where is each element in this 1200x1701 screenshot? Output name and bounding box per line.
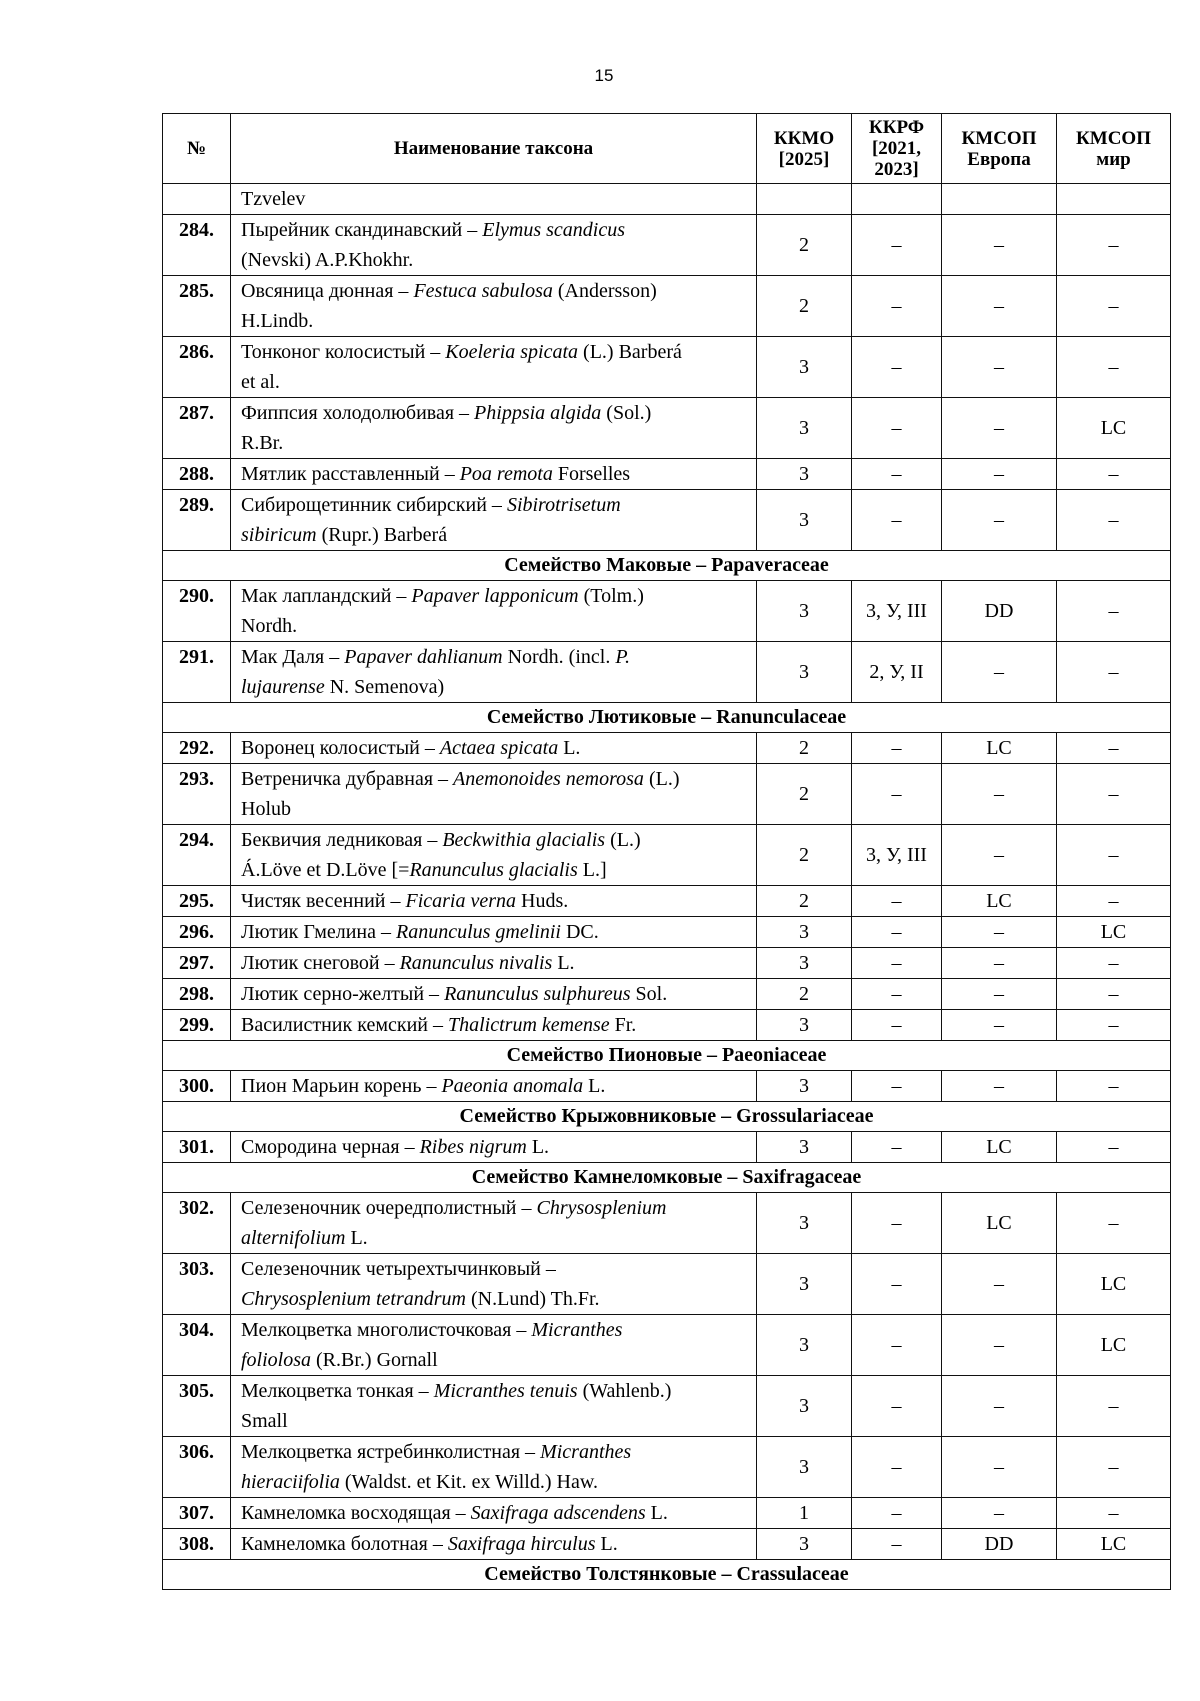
row-number: 288. xyxy=(163,459,231,490)
kmsop-europe-status: LC xyxy=(942,886,1057,917)
kkrf-status: 3, У, III xyxy=(852,581,942,642)
taxon-name xyxy=(231,825,757,886)
kmsop-world-status: – xyxy=(1057,764,1171,825)
kmsop-world-status: LC xyxy=(1057,917,1171,948)
kmsop-world-status: – xyxy=(1057,337,1171,398)
row-number: 287. xyxy=(163,398,231,459)
kmsop-europe-status: – xyxy=(942,825,1057,886)
kmsop-world-status: LC xyxy=(1057,1254,1171,1315)
taxon-name xyxy=(231,979,757,1010)
kkmo-status: 2 xyxy=(757,215,852,276)
name-text: Сибирощетинник сибирский – xyxy=(241,494,507,516)
kmsop-europe-status: – xyxy=(942,1071,1057,1102)
kkrf-status: 2, У, II xyxy=(852,642,942,703)
kkrf-status: – xyxy=(852,1529,942,1560)
name-text: (Andersson) xyxy=(552,280,657,302)
taxon-name xyxy=(231,1071,757,1102)
taxon-name xyxy=(231,398,757,459)
name-text: Sol. xyxy=(630,983,668,1005)
species-name: Elymus scandicus xyxy=(482,219,626,241)
kmsop-europe-status: – xyxy=(942,1498,1057,1529)
kmsop-europe-status: – xyxy=(942,642,1057,703)
species-name: Poa remota xyxy=(459,463,553,485)
taxon-name xyxy=(231,1254,757,1315)
taxon-name xyxy=(231,581,757,642)
kkmo-status: 3 xyxy=(757,1529,852,1560)
kmsop-europe-status: – xyxy=(942,490,1057,551)
kkrf-status: – xyxy=(852,337,942,398)
kmsop-world-status: – xyxy=(1057,1010,1171,1041)
kkmo-status: 2 xyxy=(757,276,852,337)
row-number: 303. xyxy=(163,1254,231,1315)
kkrf-status: – xyxy=(852,948,942,979)
kkmo-status: 3 xyxy=(757,1071,852,1102)
row-number: 298. xyxy=(163,979,231,1010)
row-number: 285. xyxy=(163,276,231,337)
kkmo-status: 3 xyxy=(757,1254,852,1315)
header-num: № xyxy=(163,114,231,184)
kkrf-status: – xyxy=(852,1437,942,1498)
name-text: Беквичия ледниковая – xyxy=(241,829,443,851)
row-number: 300. xyxy=(163,1071,231,1102)
name-text: (L.) xyxy=(605,829,641,851)
kmsop-world-status: LC xyxy=(1057,398,1171,459)
family-row xyxy=(163,1041,1171,1071)
kmsop-world-status: – xyxy=(1057,886,1171,917)
species-name: Micranthes xyxy=(531,1319,623,1341)
row-number: 296. xyxy=(163,917,231,948)
species-name: Anemonoides nemorosa xyxy=(453,768,644,790)
name-text: L.] xyxy=(577,859,607,881)
table-row xyxy=(163,337,1171,398)
row-number: 304. xyxy=(163,1315,231,1376)
kkmo-status: 1 xyxy=(757,1498,852,1529)
header-kkrf: ККРФ [2021, 2023] xyxy=(852,114,942,184)
species-name: Ribes nigrum xyxy=(419,1136,527,1158)
kmsop-europe-status: DD xyxy=(942,1529,1057,1560)
kmsop-europe-status: – xyxy=(942,1315,1057,1376)
name-text: Смородина черная – xyxy=(241,1136,420,1158)
taxon-name xyxy=(231,1376,757,1437)
table-row xyxy=(163,215,1171,276)
taxon-name xyxy=(231,1010,757,1041)
table-row xyxy=(163,1193,1171,1254)
species-name: Ranunculus sulphureus xyxy=(444,983,631,1005)
name-text: et al. xyxy=(241,371,280,393)
kkmo-status: 3 xyxy=(757,1376,852,1437)
name-text: Nordh. xyxy=(241,615,298,637)
table-row xyxy=(163,581,1171,642)
kkrf-status: – xyxy=(852,917,942,948)
kmsop-world-status xyxy=(1057,184,1171,215)
row-number: 301. xyxy=(163,1132,231,1163)
name-text: Селезеночник очередполистный – xyxy=(241,1197,537,1219)
taxon-name xyxy=(231,733,757,764)
kkmo-status: 3 xyxy=(757,948,852,979)
kmsop-europe-status: – xyxy=(942,459,1057,490)
name-text: Пырейник скандинавский – xyxy=(241,219,483,241)
name-text: Пион Марьин корень – xyxy=(241,1075,442,1097)
kmsop-world-status: LC xyxy=(1057,1529,1171,1560)
species-name: Koeleria spicata xyxy=(445,341,579,363)
family-heading: Семейство Камнеломковые – Saxifragaceae xyxy=(163,1163,1171,1193)
name-text: N. Semenova) xyxy=(324,676,445,698)
kkrf-status: 3, У, III xyxy=(852,825,942,886)
name-text: Ветреничка дубравная – xyxy=(241,768,454,790)
species-name: Actaea spicata xyxy=(439,737,559,759)
kmsop-world-status: – xyxy=(1057,1437,1171,1498)
taxon-name xyxy=(231,459,757,490)
kkrf-status: – xyxy=(852,215,942,276)
name-text: (Tolm.) xyxy=(578,585,644,607)
row-number: 294. xyxy=(163,825,231,886)
name-text: (R.Br.) Gornall xyxy=(311,1349,438,1371)
kmsop-europe-status: – xyxy=(942,215,1057,276)
kkmo-status: 2 xyxy=(757,764,852,825)
table-row xyxy=(163,764,1171,825)
species-name: Chrysosplenium tetrandrum xyxy=(241,1288,466,1310)
taxon-name xyxy=(231,337,757,398)
name-text: Holub xyxy=(241,798,291,820)
name-text: (Wahlenb.) xyxy=(577,1380,672,1402)
taxon-name xyxy=(231,642,757,703)
family-row xyxy=(163,1102,1171,1132)
row-number: 306. xyxy=(163,1437,231,1498)
name-text: L. xyxy=(645,1502,668,1524)
kkmo-status: 2 xyxy=(757,886,852,917)
kmsop-world-status: – xyxy=(1057,1193,1171,1254)
kmsop-world-status: – xyxy=(1057,581,1171,642)
table-row xyxy=(163,1254,1171,1315)
taxon-name xyxy=(231,1132,757,1163)
family-heading: Семейство Пионовые – Paeoniaceae xyxy=(163,1041,1171,1071)
kkmo-status: 3 xyxy=(757,642,852,703)
species-name: Ranunculus gmelinii xyxy=(396,921,561,943)
taxon-name xyxy=(231,1498,757,1529)
kkrf-status: – xyxy=(852,979,942,1010)
table-row xyxy=(163,886,1171,917)
kmsop-world-status: – xyxy=(1057,948,1171,979)
kmsop-europe-status: – xyxy=(942,917,1057,948)
name-text: R.Br. xyxy=(241,432,284,454)
kmsop-europe-status: DD xyxy=(942,581,1057,642)
kkmo-status: 2 xyxy=(757,733,852,764)
kmsop-europe-status: – xyxy=(942,337,1057,398)
kmsop-world-status: – xyxy=(1057,1132,1171,1163)
table-body xyxy=(163,184,1171,1590)
species-name: Micranthes xyxy=(540,1441,632,1463)
kmsop-world-status: – xyxy=(1057,1498,1171,1529)
family-row xyxy=(163,1163,1171,1193)
header-kkmo: ККМО [2025] xyxy=(757,114,852,184)
taxon-name xyxy=(231,215,757,276)
row-number: 284. xyxy=(163,215,231,276)
taxon-name xyxy=(231,886,757,917)
family-row xyxy=(163,551,1171,581)
kmsop-world-status: – xyxy=(1057,459,1171,490)
table-row xyxy=(163,948,1171,979)
species-name: sibiricum xyxy=(241,524,317,546)
name-text: Лютик серно-желтый – xyxy=(241,983,445,1005)
species-name: Papaver dahlianum xyxy=(344,646,503,668)
taxon-name xyxy=(231,184,757,215)
kkrf-status: – xyxy=(852,1254,942,1315)
kkrf-status: – xyxy=(852,1193,942,1254)
name-text: Мелкоцветка тонкая – xyxy=(241,1380,434,1402)
kmsop-europe-status: – xyxy=(942,1376,1057,1437)
name-text: Камнеломка восходящая – xyxy=(241,1502,471,1524)
species-name: Paeonia anomala xyxy=(441,1075,584,1097)
kkmo-status: 3 xyxy=(757,1193,852,1254)
table-row xyxy=(163,276,1171,337)
table-row xyxy=(163,642,1171,703)
row-number: 293. xyxy=(163,764,231,825)
species-name: Ficaria verna xyxy=(405,890,517,912)
table-header xyxy=(163,114,1171,184)
kmsop-world-status: LC xyxy=(1057,1315,1171,1376)
kkmo-status: 3 xyxy=(757,917,852,948)
kmsop-europe-status: – xyxy=(942,276,1057,337)
family-row xyxy=(163,1560,1171,1590)
name-text: H.Lindb. xyxy=(241,310,314,332)
family-heading: Семейство Толстянковые – Crassulaceae xyxy=(163,1560,1171,1590)
table-row xyxy=(163,1071,1171,1102)
name-text: (N.Lund) Th.Fr. xyxy=(466,1288,600,1310)
name-text: DC. xyxy=(560,921,599,943)
name-text: Huds. xyxy=(516,890,569,912)
kmsop-world-status: – xyxy=(1057,490,1171,551)
kkmo-status: 2 xyxy=(757,825,852,886)
table-row xyxy=(163,398,1171,459)
kmsop-world-status: – xyxy=(1057,215,1171,276)
row-number: 305. xyxy=(163,1376,231,1437)
name-text: L. xyxy=(526,1136,550,1158)
kmsop-europe-status: – xyxy=(942,948,1057,979)
family-heading: Семейство Маковые – Papaveraceae xyxy=(163,551,1171,581)
kkrf-status: – xyxy=(852,1132,942,1163)
kmsop-europe-status: – xyxy=(942,1437,1057,1498)
kmsop-world-status: – xyxy=(1057,979,1171,1010)
name-text: L. xyxy=(552,952,575,974)
table-row xyxy=(163,979,1171,1010)
kkrf-status xyxy=(852,184,942,215)
name-text: Овсяница дюнная – xyxy=(241,280,414,302)
taxon-name xyxy=(231,1315,757,1376)
table-row xyxy=(163,490,1171,551)
name-text: Fr. xyxy=(609,1014,637,1036)
name-text: Лютик снеговой – xyxy=(241,952,400,974)
name-text: Камнеломка болотная – xyxy=(241,1533,448,1555)
kkmo-status: 3 xyxy=(757,1315,852,1376)
species-name: Saxifraga hirculus xyxy=(447,1533,596,1555)
species-name: foliolosa xyxy=(241,1349,312,1371)
row-number: 291. xyxy=(163,642,231,703)
table-row xyxy=(163,917,1171,948)
kkrf-status: – xyxy=(852,764,942,825)
name-text: Á.Löve et D.Löve [= xyxy=(241,859,410,881)
kkrf-status: – xyxy=(852,886,942,917)
table-row xyxy=(163,1010,1171,1041)
species-name: Papaver lapponicum xyxy=(411,585,579,607)
name-text: L. xyxy=(558,737,581,759)
name-text: Мятлик расставленный – xyxy=(241,463,460,485)
name-text: Small xyxy=(241,1410,288,1432)
name-text: Чистяк весенний – xyxy=(241,890,406,912)
kkrf-status: – xyxy=(852,1071,942,1102)
taxon-name xyxy=(231,1193,757,1254)
name-text: L. xyxy=(583,1075,606,1097)
species-name: Chrysosplenium xyxy=(536,1197,667,1219)
kmsop-world-status: – xyxy=(1057,1071,1171,1102)
species-name: hieraciifolia xyxy=(241,1471,340,1493)
kmsop-world-status: – xyxy=(1057,1376,1171,1437)
kkrf-status: – xyxy=(852,459,942,490)
row-number: 308. xyxy=(163,1529,231,1560)
name-text: Мак Даля – xyxy=(241,646,345,668)
taxon-name xyxy=(231,490,757,551)
kmsop-europe-status: LC xyxy=(942,733,1057,764)
kkrf-status: – xyxy=(852,733,942,764)
name-text: Tzvelev xyxy=(241,188,306,210)
kmsop-world-status: – xyxy=(1057,642,1171,703)
species-name: Ranunculus nivalis xyxy=(399,952,553,974)
header-kmsop-europe: КМСОП Европа xyxy=(942,114,1057,184)
name-text: Тонконог колосистый – xyxy=(241,341,446,363)
kmsop-europe-status: – xyxy=(942,398,1057,459)
species-name: lujaurense xyxy=(241,676,325,698)
table-row xyxy=(163,459,1171,490)
name-text: L. xyxy=(595,1533,618,1555)
table-row xyxy=(163,1498,1171,1529)
table-row xyxy=(163,825,1171,886)
taxa-table xyxy=(162,113,1171,1590)
name-text: Мак лапландский – xyxy=(241,585,412,607)
name-text: (Rupr.) Barberá xyxy=(316,524,448,546)
page-number: 15 xyxy=(594,66,614,85)
name-text: (L.) xyxy=(643,768,680,790)
species-name: Saxifraga adscendens xyxy=(470,1502,646,1524)
name-text: (L.) Barberá xyxy=(578,341,682,363)
name-text: Лютик Гмелина – xyxy=(241,921,396,943)
kmsop-europe-status: – xyxy=(942,764,1057,825)
family-heading: Семейство Крыжовниковые – Grossulariaceae xyxy=(163,1102,1171,1132)
kmsop-europe-status: – xyxy=(942,979,1057,1010)
name-text: Фиппсия холодолюбивая – xyxy=(241,402,475,424)
name-text: Мелкоцветка ястребинколистная – xyxy=(241,1441,541,1463)
kkmo-status: 3 xyxy=(757,459,852,490)
table-row xyxy=(163,184,1171,215)
name-text: Селезеночник четырехтычинковый – xyxy=(241,1258,556,1280)
kkrf-status: – xyxy=(852,276,942,337)
species-name: P. xyxy=(615,646,630,668)
kkmo-status: 3 xyxy=(757,398,852,459)
row-number xyxy=(163,184,231,215)
family-heading: Семейство Лютиковые – Ranunculaceae xyxy=(163,703,1171,733)
table-row xyxy=(163,1437,1171,1498)
kmsop-europe-status: – xyxy=(942,1254,1057,1315)
name-text: (Waldst. et Kit. ex Willd.) Haw. xyxy=(339,1471,598,1493)
species-name: Sibirotrisetum xyxy=(506,494,621,516)
kkrf-status: – xyxy=(852,490,942,551)
header-taxon-name: Наименование таксона xyxy=(231,114,757,184)
kkrf-status: – xyxy=(852,1010,942,1041)
species-name: Beckwithia glacialis xyxy=(442,829,606,851)
table-row xyxy=(163,1529,1171,1560)
kmsop-europe-status: LC xyxy=(942,1193,1057,1254)
species-name: Thalictrum kemense xyxy=(447,1014,610,1036)
name-text: (Nevski) A.P.Khokhr. xyxy=(241,249,414,271)
taxon-name xyxy=(231,1529,757,1560)
table-row xyxy=(163,1132,1171,1163)
family-row xyxy=(163,703,1171,733)
kkmo-status: 2 xyxy=(757,979,852,1010)
species-name: Micranthes tenuis xyxy=(433,1380,578,1402)
row-number: 297. xyxy=(163,948,231,979)
row-number: 289. xyxy=(163,490,231,551)
kkmo-status xyxy=(757,184,852,215)
taxon-name xyxy=(231,948,757,979)
kkmo-status: 3 xyxy=(757,1437,852,1498)
taxon-name xyxy=(231,276,757,337)
taxon-name xyxy=(231,1437,757,1498)
table-row xyxy=(163,1376,1171,1437)
name-text: L. xyxy=(345,1227,368,1249)
species-name: Ranunculus glacialis xyxy=(409,859,578,881)
name-text: (Sol.) xyxy=(601,402,652,424)
species-name: Phippsia algida xyxy=(474,402,602,424)
kmsop-europe-status xyxy=(942,184,1057,215)
kkmo-status: 3 xyxy=(757,337,852,398)
kkrf-status: – xyxy=(852,1498,942,1529)
row-number: 295. xyxy=(163,886,231,917)
table-row xyxy=(163,1315,1171,1376)
kkmo-status: 3 xyxy=(757,1010,852,1041)
kmsop-europe-status: – xyxy=(942,1010,1057,1041)
species-name: alternifolium xyxy=(241,1227,346,1249)
kkrf-status: – xyxy=(852,398,942,459)
kkmo-status: 3 xyxy=(757,1132,852,1163)
kmsop-world-status: – xyxy=(1057,825,1171,886)
kkmo-status: 3 xyxy=(757,490,852,551)
row-number: 302. xyxy=(163,1193,231,1254)
name-text: Мелкоцветка многолисточковая – xyxy=(241,1319,532,1341)
row-number: 299. xyxy=(163,1010,231,1041)
kkmo-status: 3 xyxy=(757,581,852,642)
name-text: Nordh. (incl. xyxy=(502,646,616,668)
row-number: 292. xyxy=(163,733,231,764)
kmsop-europe-status: LC xyxy=(942,1132,1057,1163)
kmsop-world-status: – xyxy=(1057,276,1171,337)
row-number: 286. xyxy=(163,337,231,398)
table-row xyxy=(163,733,1171,764)
kkrf-status: – xyxy=(852,1376,942,1437)
kkrf-status: – xyxy=(852,1315,942,1376)
name-text: Василистник кемский – xyxy=(241,1014,448,1036)
row-number: 290. xyxy=(163,581,231,642)
kmsop-world-status: – xyxy=(1057,733,1171,764)
name-text: Forselles xyxy=(552,463,631,485)
name-text: Воронец колосистый – xyxy=(241,737,440,759)
taxon-name xyxy=(231,917,757,948)
species-name: Festuca sabulosa xyxy=(413,280,553,302)
taxon-name xyxy=(231,764,757,825)
row-number: 307. xyxy=(163,1498,231,1529)
header-kmsop-world: КМСОП мир xyxy=(1057,114,1171,184)
